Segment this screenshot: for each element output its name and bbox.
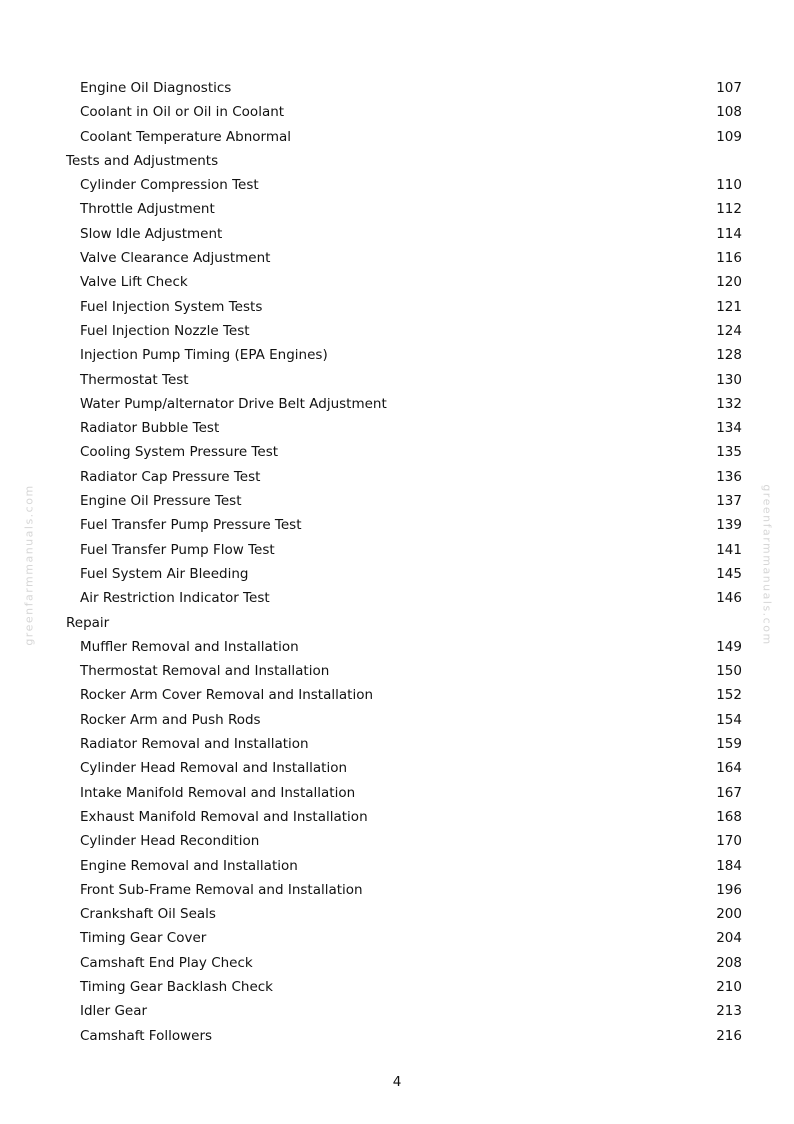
- toc-entry-title: Valve Clearance Adjustment: [80, 250, 271, 267]
- toc-entry-page: 112: [716, 201, 742, 218]
- watermark-right: greenfarmmanuals.com: [760, 484, 774, 646]
- toc-entry-title: Camshaft Followers: [80, 1027, 213, 1044]
- toc-entry-page: 170: [716, 833, 742, 850]
- toc-entry[interactable]: [0, 76, 794, 100]
- toc-entry-title: Tests and Adjustments: [66, 152, 219, 169]
- toc-entry[interactable]: [0, 999, 794, 1023]
- toc-entry-page: 204: [716, 930, 742, 947]
- toc-entry-title: Rocker Arm Cover Removal and Installation: [80, 687, 374, 704]
- toc-entry-title: Thermostat Test: [80, 371, 189, 388]
- toc-entry-title: Coolant Temperature Abnormal: [80, 128, 292, 145]
- toc-entry-title: Fuel Injection Nozzle Test: [80, 322, 250, 339]
- toc-entry-page: 120: [716, 274, 742, 291]
- toc-entry-title: Timing Gear Backlash Check: [80, 978, 273, 995]
- toc-entry[interactable]: [0, 1024, 794, 1048]
- toc-entry-page: 110: [716, 177, 742, 194]
- toc-entry[interactable]: [0, 951, 794, 975]
- toc-entry-page: 159: [716, 736, 742, 753]
- toc-entry-title: Engine Oil Diagnostics: [80, 80, 232, 96]
- toc-entry-page: 121: [716, 298, 742, 315]
- toc-entry-title: Radiator Cap Pressure Test: [80, 468, 261, 485]
- toc-entry-title: Cylinder Compression Test: [80, 177, 259, 194]
- toc-entry-title: Valve Lift Check: [80, 274, 188, 291]
- toc-entry-title: Fuel Transfer Pump Pressure Test: [80, 517, 302, 534]
- toc-entry[interactable]: [0, 392, 794, 416]
- toc-entry[interactable]: [0, 708, 794, 732]
- toc-entry-title: Fuel System Air Bleeding: [80, 565, 249, 582]
- toc-entry[interactable]: [0, 222, 794, 246]
- toc-entry-page: 149: [716, 638, 742, 655]
- toc-entry[interactable]: [0, 489, 794, 513]
- toc-entry[interactable]: [0, 319, 794, 343]
- toc-entry[interactable]: [0, 100, 794, 124]
- toc-entry-title: Cylinder Head Removal and Installation: [80, 760, 348, 777]
- toc-entry-page: 146: [716, 590, 742, 607]
- toc-entry[interactable]: [0, 975, 794, 999]
- toc-entry-page: 135: [716, 444, 742, 461]
- toc-entry[interactable]: [0, 732, 794, 756]
- toc-entry-title: Slow Idle Adjustment: [80, 225, 223, 242]
- toc-entry-title: Injection Pump Timing (EPA Engines): [80, 347, 328, 364]
- toc-entry[interactable]: [0, 683, 794, 707]
- toc-entry[interactable]: [0, 368, 794, 392]
- toc-entry-title: Repair: [66, 614, 110, 631]
- toc-entry-page: 141: [716, 541, 742, 558]
- toc-entry-title: Cooling System Pressure Test: [80, 444, 279, 461]
- toc-entry-page: 216: [716, 1027, 742, 1044]
- toc-entry-page: 164: [716, 760, 742, 777]
- watermark-left: greenfarmmanuals.com: [22, 484, 36, 646]
- toc-entry[interactable]: [0, 173, 794, 197]
- toc-entry-title: Timing Gear Cover: [80, 930, 207, 947]
- toc-entry[interactable]: [0, 125, 794, 149]
- toc-entry[interactable]: [0, 513, 794, 537]
- toc-entry-page: 200: [716, 906, 742, 923]
- toc-entry-page: 136: [716, 468, 742, 485]
- toc-entry-title: Fuel Transfer Pump Flow Test: [80, 541, 275, 558]
- toc-entry[interactable]: [0, 343, 794, 367]
- toc-entry[interactable]: [0, 854, 794, 878]
- page-number: 4: [392, 1074, 402, 1090]
- toc-entry-page: 210: [716, 978, 742, 995]
- toc-entry-page: 208: [716, 954, 742, 971]
- toc-entry[interactable]: [0, 805, 794, 829]
- toc-entry-title: Engine Removal and Installation: [80, 857, 298, 874]
- toc-entry-title: Muffler Removal and Installation: [80, 638, 299, 655]
- toc-entry-page: 124: [716, 322, 742, 339]
- toc-entry-title: Engine Oil Pressure Test: [80, 493, 242, 510]
- toc-entry-title: Radiator Bubble Test: [80, 420, 220, 437]
- toc-entry[interactable]: [0, 829, 794, 853]
- toc-entry-page: 213: [716, 1003, 742, 1020]
- toc-entry-page: 109: [716, 128, 742, 145]
- toc-entry[interactable]: [0, 270, 794, 294]
- toc-entry-page: 137: [716, 493, 742, 510]
- toc-entry-title: Coolant in Oil or Oil in Coolant: [80, 104, 285, 121]
- toc-entry-title: Idler Gear: [80, 1003, 148, 1020]
- toc-entry-page: 134: [716, 420, 742, 437]
- toc-entry-page: 154: [716, 711, 742, 728]
- toc-entry[interactable]: [0, 440, 794, 464]
- toc-entry-page: 130: [716, 371, 742, 388]
- toc-entry[interactable]: [0, 465, 794, 489]
- table-of-contents: [0, 76, 794, 1048]
- toc-entry[interactable]: [0, 635, 794, 659]
- toc-entry-page: 128: [716, 347, 742, 364]
- toc-entry-title: Throttle Adjustment: [80, 201, 215, 218]
- toc-entry[interactable]: [0, 416, 794, 440]
- toc-entry-title: Intake Manifold Removal and Installation: [80, 784, 356, 801]
- toc-entry-title: Air Restriction Indicator Test: [80, 590, 270, 607]
- toc-entry[interactable]: [0, 878, 794, 902]
- toc-entry-page: 184: [716, 857, 742, 874]
- toc-entry[interactable]: [0, 781, 794, 805]
- toc-entry[interactable]: [0, 538, 794, 562]
- toc-entry-page: 116: [716, 250, 742, 267]
- toc-section-heading: [0, 149, 794, 173]
- toc-entry-page: 167: [716, 784, 742, 801]
- toc-entry[interactable]: [0, 295, 794, 319]
- toc-entry[interactable]: [0, 586, 794, 610]
- toc-entry[interactable]: [0, 659, 794, 683]
- toc-entry-title: Water Pump/alternator Drive Belt Adjustment: [80, 395, 387, 412]
- toc-section-heading: [0, 611, 794, 635]
- toc-entry[interactable]: [0, 197, 794, 221]
- toc-entry[interactable]: [0, 756, 794, 780]
- toc-entry-page: 114: [716, 225, 742, 242]
- toc-entry-title: Thermostat Removal and Installation: [80, 663, 330, 680]
- toc-entry-page: 145: [716, 565, 742, 582]
- toc-entry-page: 107: [716, 80, 742, 96]
- toc-entry[interactable]: [0, 562, 794, 586]
- toc-entry-title: Fuel Injection System Tests: [80, 298, 263, 315]
- toc-entry[interactable]: [0, 926, 794, 950]
- toc-entry-title: Crankshaft Oil Seals: [80, 906, 216, 923]
- toc-entry[interactable]: [0, 902, 794, 926]
- toc-entry-page: 132: [716, 395, 742, 412]
- toc-entry-title: Cylinder Head Recondition: [80, 833, 260, 850]
- toc-entry-title: Camshaft End Play Check: [80, 954, 253, 971]
- toc-entry-page: 152: [716, 687, 742, 704]
- toc-entry-title: Radiator Removal and Installation: [80, 736, 309, 753]
- toc-entry-page: 108: [716, 104, 742, 121]
- toc-entry-page: 168: [716, 808, 742, 825]
- toc-entry-page: 150: [716, 663, 742, 680]
- toc-entry-title: Rocker Arm and Push Rods: [80, 711, 261, 728]
- toc-entry[interactable]: [0, 246, 794, 270]
- toc-entry-page: 139: [716, 517, 742, 534]
- toc-entry-title: Exhaust Manifold Removal and Installation: [80, 808, 368, 825]
- toc-entry-page: 196: [716, 881, 742, 898]
- toc-entry-title: Front Sub-Frame Removal and Installation: [80, 881, 363, 898]
